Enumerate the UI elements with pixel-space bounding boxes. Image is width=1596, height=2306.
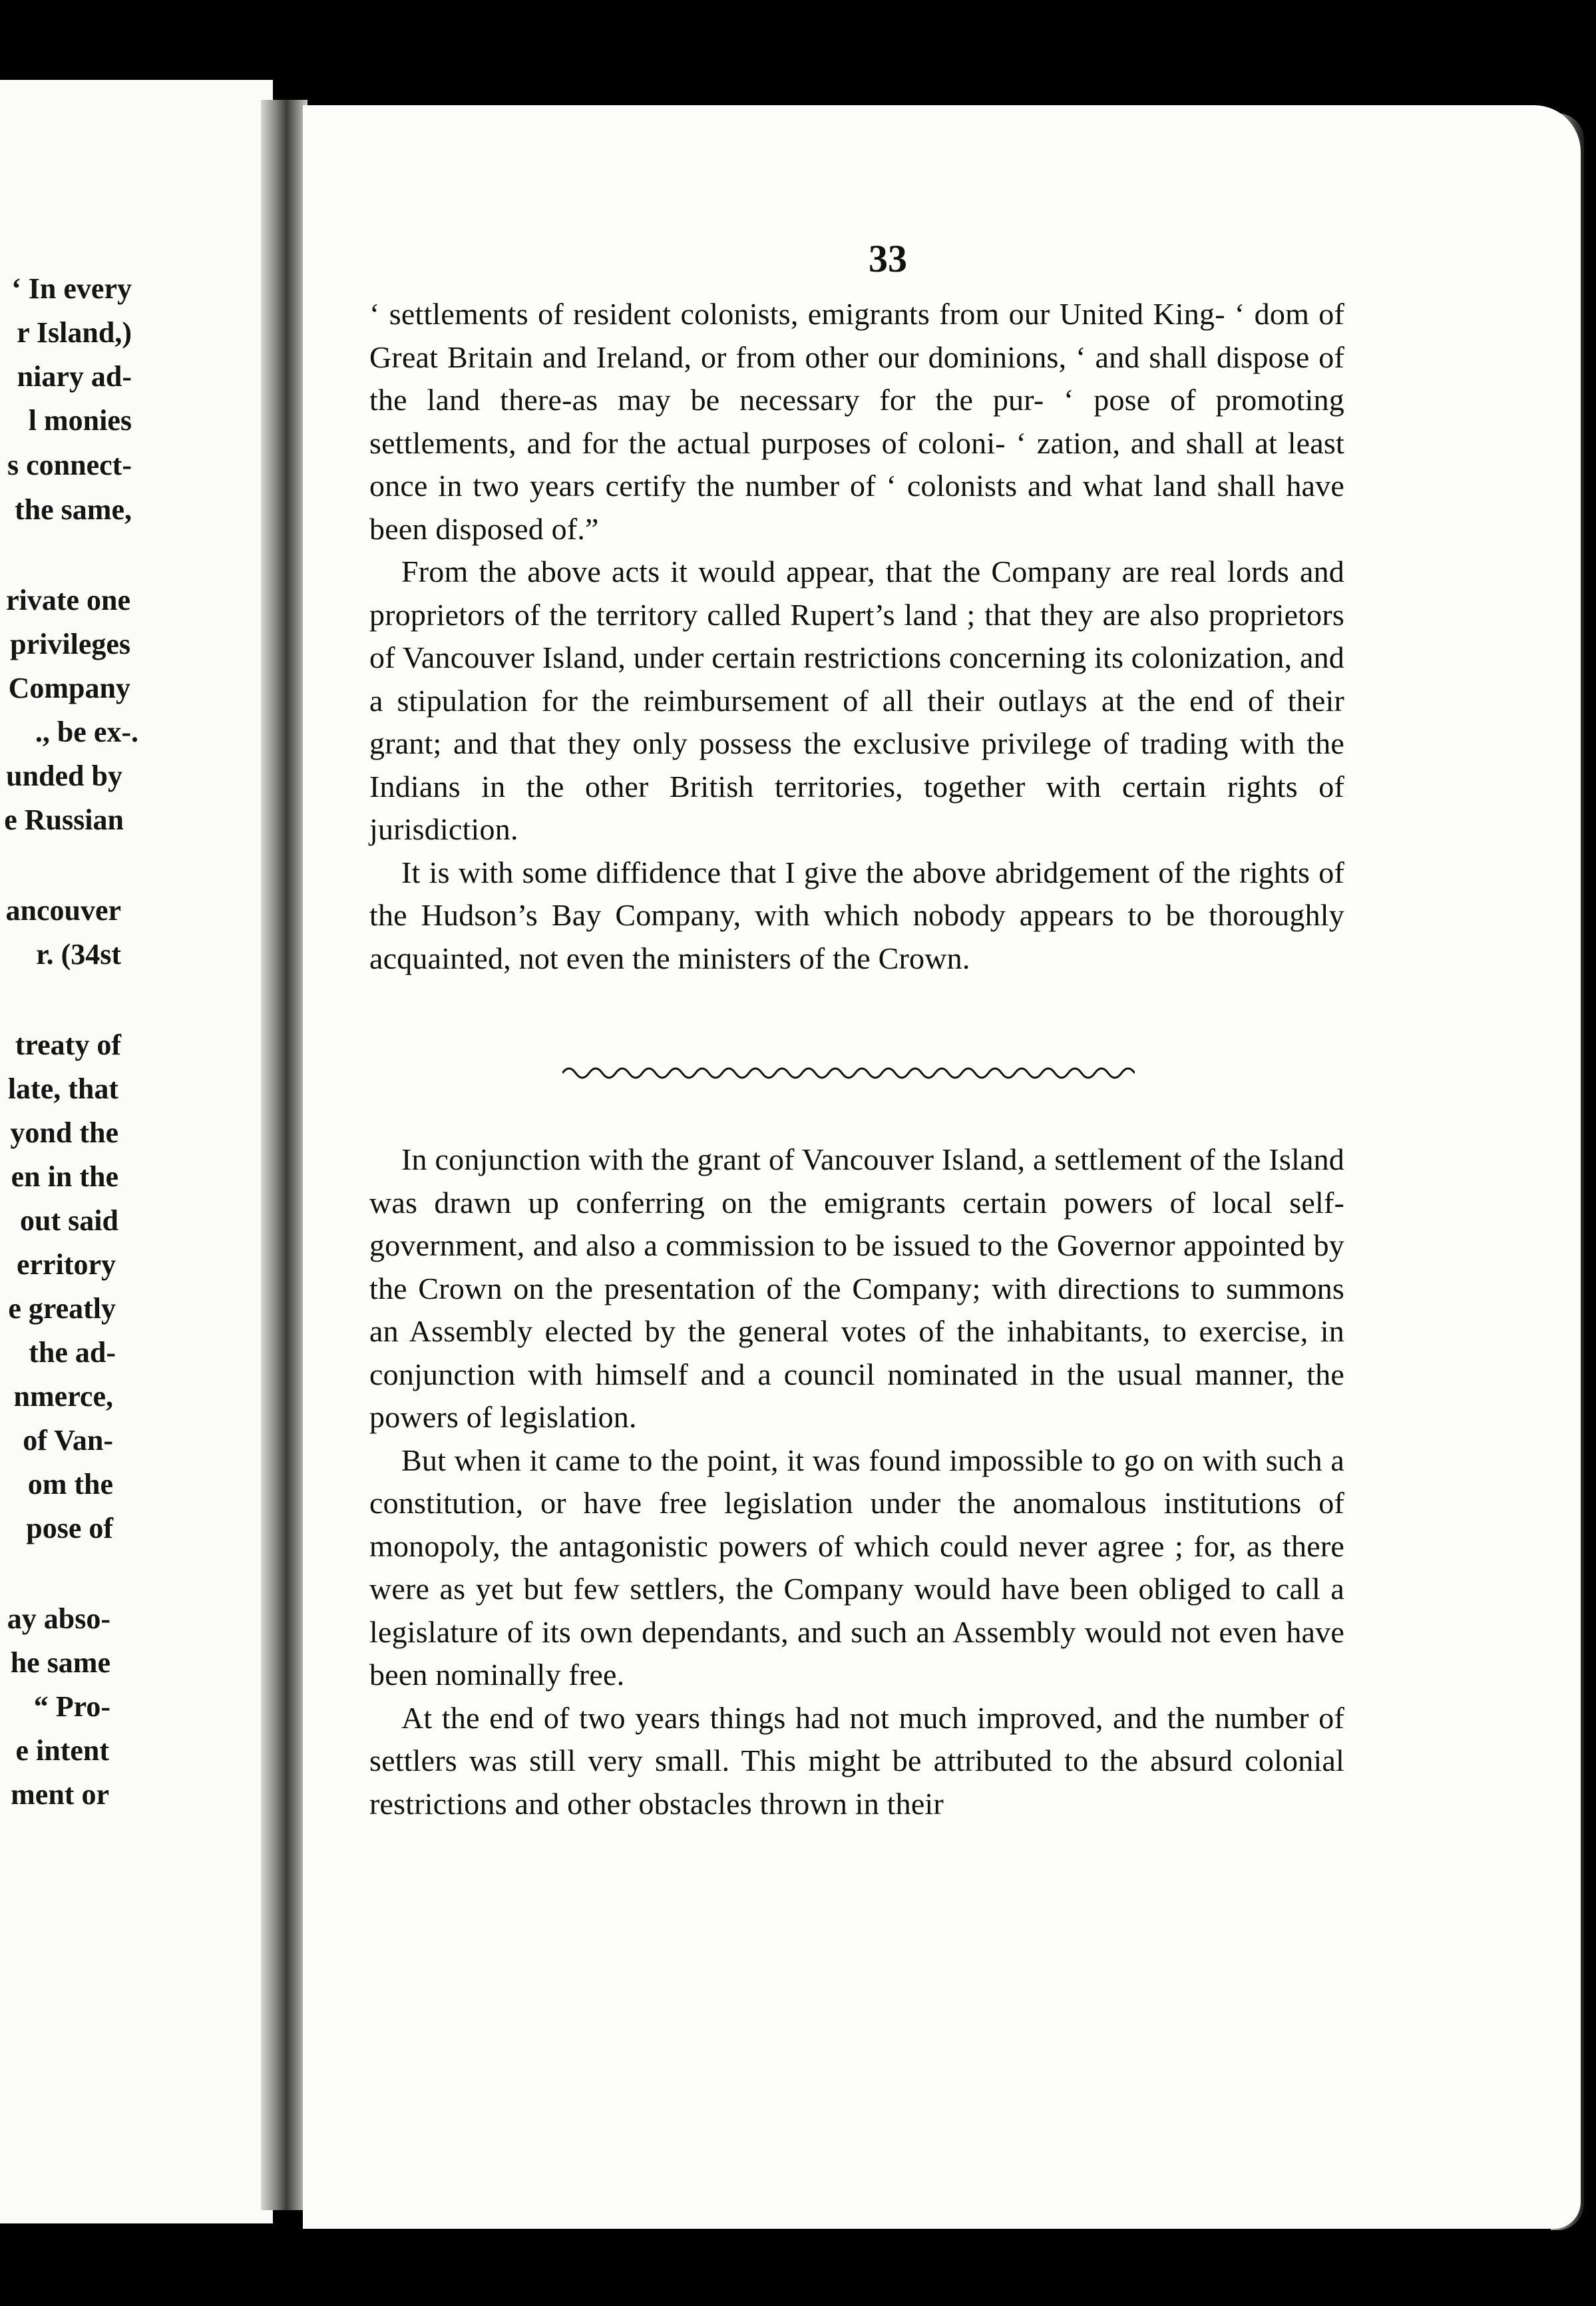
page-number: 33 [869,237,907,280]
left-page-line: ment or [11,1778,109,1811]
left-page-line: yond the [10,1116,118,1149]
left-page-line: om the [27,1468,113,1500]
left-page-line: unded by [6,760,122,792]
left-page-line: pose of [26,1512,113,1544]
body-paragraph: It is with some diffidence that I give the above abridgement of the rights of the Hudson’s Bay Company, with which nobody appears to be thoroughly acquainted, not even the ministers of the Crown. [369,855,1344,975]
left-page-line: the ad- [29,1336,116,1369]
left-page-line: he same [10,1646,110,1679]
left-page-line: treaty of [15,1029,121,1061]
body-paragraph: At the end of two years things had not much improved, and the number of settlers was still very small. This might be attributed to the absurd colonial restrictions and other obstacles thrown in their [369,1700,1344,1821]
left-page-line: ‘ In every [11,272,132,305]
left-page-line: l monies [28,404,132,437]
left-page-line: en in the [11,1160,118,1193]
left-page-line: of Van- [23,1424,113,1457]
left-page-line: Company [8,672,130,704]
wavy-divider [562,1058,1135,1092]
left-page-line: ancouver [5,894,121,927]
quote-paragraph: ‘ settlements of resident colonists, emigrants from our United King- ‘ dom of Great Britain and Ireland, or from other our dominions, ‘ and shall dispose of the land there-as may be necessary for the pur- ‘ pose of promoting settlements, and for the actual purposes of coloni- ‘ zation, and shall at least once in two years certify the number of ‘ colonists and what land shall have been disposed of.” [369,297,1344,546]
body-paragraph: From the above acts it would appear, that the Company are real lords and proprietors of the territory called Rupert’s land ; that they are also proprietors of Vancouver Island, under certain restrictions concerning its colonization, and a stipulation for the reimbursement of all their outlays at the end of their grant; and that they only possess the exclusive privilege of trading with the Indians in the other British territories, together with certain rights of jurisdiction. [369,555,1344,846]
left-page-line: e greatly [8,1292,116,1325]
left-page-line: privileges [10,628,130,660]
left-page-line: erritory [17,1248,116,1281]
left-page-line: “ Pro- [33,1690,110,1723]
body-paragraph: But when it came to the point, it was found impossible to go on with such a constitution, or have free legislation under the anomalous institutions of monopoly, the antagonistic powers of which could never agree ; for, as there were as yet but few settlers, the Company would have been obliged to call a legislature of its own dependants, and such an Assembly would not even have been nominally free. [369,1443,1344,1692]
left-page-line: e intent [15,1734,109,1767]
left-page-line: r Island,) [17,316,132,349]
left-page [0,80,273,2223]
body-paragraph: In conjunction with the grant of Vancouver Island, a settlement of the Island was drawn up conferring on the emigrants certain powers of local self-government, and also a commission to be issued to the Governor appointed by the Crown on the presentation of the Company; with directions to summons an Assembly elected by the general votes of the inhabitants, to exercise, in conjunction with himself and a council nominated in the usual manner, the powers of legislation. [369,1142,1344,1434]
left-page-line: ay abso- [7,1602,110,1635]
text-block-bottom [369,1138,1344,1825]
book-gutter [261,100,307,2210]
left-page-line: s connect- [7,449,132,481]
left-page-line: e Russian [4,804,124,836]
left-page-line: the same, [15,493,132,526]
left-page-line: rivate one [6,584,130,616]
left-page-line: ., be ex-. [35,716,138,748]
left-page-line: nmerce, [13,1380,113,1413]
left-page-line: late, that [7,1072,118,1105]
quote-block [369,293,1344,980]
left-page-line: r. (34st [36,938,121,971]
left-page-line: niary ad- [17,360,132,393]
left-page-line: out said [20,1204,118,1237]
